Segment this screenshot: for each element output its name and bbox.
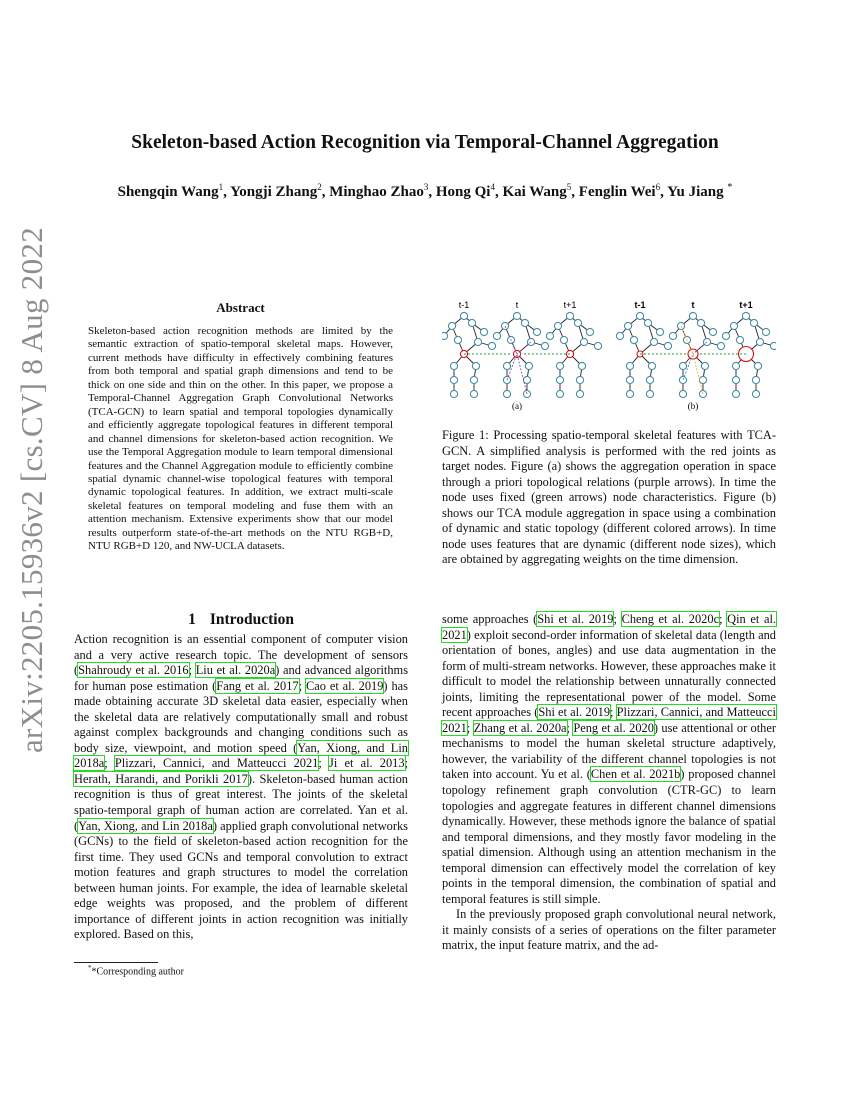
- skeleton-joint: [541, 342, 548, 349]
- subfigure-label: (b): [687, 401, 699, 411]
- skeleton-joint: [646, 390, 653, 397]
- skeleton-joint: [474, 338, 481, 345]
- frame-label: t: [515, 300, 519, 310]
- text-run: ;: [188, 663, 196, 678]
- text-run: ;: [613, 612, 622, 626]
- text-run: ;: [566, 720, 574, 735]
- skeleton-joint: [580, 338, 587, 345]
- skeleton-joint: [525, 362, 532, 369]
- citation-link[interactable]: Yan, Xiong, and Lin 2018a: [74, 740, 408, 771]
- citation-link[interactable]: Cao et al. 2019: [305, 678, 384, 693]
- skeleton-joint: [472, 362, 479, 369]
- arxiv-sidebar-id: [2, 226, 62, 754]
- frame-label: t: [691, 300, 695, 310]
- skeleton-joint: [578, 362, 585, 369]
- footnote-mark: *: [88, 964, 92, 972]
- author-name: Yongji Zhang: [230, 184, 318, 200]
- skeleton-joint: [646, 376, 653, 383]
- skeleton-joint: [616, 332, 623, 339]
- intro-paragraph-2: [442, 612, 776, 907]
- skeleton-joint: [556, 376, 563, 383]
- author-name: Shengqin Wang: [117, 184, 219, 200]
- skeleton-joint: [493, 332, 500, 339]
- spatial-arrow: [693, 354, 703, 394]
- skeleton-joint: [626, 362, 633, 369]
- text-run: ) has made obtaining accurate 3D skeletal data easier, especially when the skeletal data are relatively computationally small and robust against complex backgrounds and changing conditions such as body size, viewpoint, and motion speed (: [74, 678, 408, 755]
- skeleton-joint: [644, 319, 651, 326]
- author-affiliation-mark: *: [727, 182, 733, 193]
- author-affiliation-mark: 6: [655, 182, 661, 192]
- author-affiliation-mark: 4: [490, 182, 495, 192]
- citation-link[interactable]: Fang et al. 2017: [216, 678, 299, 693]
- skeleton-joint: [754, 362, 761, 369]
- skeleton-joint: [448, 322, 455, 329]
- text-run: ) proposed channel topology refinement graph convolution (CTR-GC) to learn topologies and aggregate features in different channel dimensions dynamically. However, these methods ignore the balance of spatial and temporal dimensions, and they mostly favor modeling in the spatial dimension. Although using an attention mechanism in the temporal dimension can effectively model the correlation of key points in the temporal dimension, the combination of spatial and temporal features is still simple.: [442, 767, 776, 906]
- intro-left-column: [74, 632, 408, 943]
- skeleton-joint: [533, 328, 540, 335]
- skeleton-joint: [454, 336, 461, 343]
- citation-link[interactable]: Ji et al. 2013: [329, 756, 405, 771]
- abstract-text: Skeleton-based action recognition methods are limited by the semantic extraction of spatio-temporal skeletal maps. However, current methods have difficulty in effectively combining features from both temporal and spatial graph dimensions and tend to be thick on one side and thin on the other. In this paper, we propose a Temporal-Channel Aggregation Graph Convolutional Networks (TCA-GCN) to learn spatial and temporal topologies dynamically and efficiently aggregate topological features in different temporal and channel dimensions for skeleton-based action recognition. We use the Temporal Aggregation module to learn temporal dimensional features and the Channel Aggregation module to efficiently combine spatial dynamic channel-wise topological features with temporal dynamic topological features. In addition, we extract multi-scale skeletal features on temporal modeling and fuse them with an attention mechanism. Extensive experiments show that our model results outperform state-of-the-art methods on the NTU RGB+D, NTU RGB+D 120, and NW-UCLA datasets.: [88, 325, 393, 553]
- skeleton-joint: [554, 322, 561, 329]
- skeleton-joint: [488, 342, 495, 349]
- skeleton-joint: [576, 376, 583, 383]
- skeleton-joint: [470, 376, 477, 383]
- skeleton-joint: [689, 312, 696, 319]
- paper-title: Skeleton-based Action Recognition via Temporal-Channel Aggregation: [131, 132, 719, 153]
- skeleton-joint: [664, 342, 671, 349]
- text-run: ;: [104, 756, 115, 771]
- citation-link[interactable]: Chen et al. 2021b: [590, 767, 681, 782]
- skeleton-joint: [770, 342, 776, 349]
- intro-paragraph-1: [74, 632, 408, 943]
- text-run: ;: [466, 720, 474, 735]
- frame-label: t+1: [739, 300, 753, 310]
- skeleton-joint: [742, 312, 749, 319]
- text-run: ;: [610, 705, 617, 720]
- skeleton-joint: [762, 328, 769, 335]
- skeleton-joint: [442, 332, 448, 339]
- citation-link[interactable]: Shi et al. 2019: [538, 705, 611, 720]
- skeleton-joint: [730, 322, 737, 329]
- skeleton-joint: [513, 312, 520, 319]
- skeleton-joint: [648, 362, 655, 369]
- citation-link[interactable]: Peng et al. 2020: [573, 720, 654, 735]
- skeleton-joint: [656, 328, 663, 335]
- skeleton-joint: [566, 312, 573, 319]
- skeleton-joint: [750, 319, 757, 326]
- skeleton-joint: [576, 390, 583, 397]
- citation-link[interactable]: Liu et al. 2020a: [195, 663, 276, 678]
- author-affiliation-mark: 2: [317, 182, 322, 192]
- text-run: some approaches (: [442, 612, 538, 626]
- skeleton-joint: [732, 362, 739, 369]
- spatial-arrow: [681, 326, 693, 354]
- skeleton-joint: [752, 376, 759, 383]
- author-name: Fenglin Wei: [578, 184, 656, 200]
- citation-link[interactable]: Cheng et al. 2020c: [621, 612, 720, 626]
- subfigure-label: (a): [512, 401, 522, 411]
- skeleton-joint: [650, 338, 657, 345]
- skeleton-joint: [560, 336, 567, 343]
- skeleton-joint: [630, 336, 637, 343]
- text-run: ) exploit second-order information of skeletal data (length and orientation of bones, angles) and use data augmentation in the form of multi-stream networks. However, these approaches make it difficult to model the relationship between unnaturally connected joints, limiting the representational power of the model. Some recent approaches (: [442, 627, 776, 720]
- skeleton-joint: [636, 312, 643, 319]
- footnote-text: *Corresponding author: [91, 966, 184, 978]
- citation-link[interactable]: Shahroudy et al. 2016: [78, 663, 189, 678]
- intro-right-column: [442, 612, 776, 954]
- intro-paragraph-3: In the previously proposed graph convolutional neural network, it mainly consists of a series of operations on the filter parameter matrix, the input feature matrix, and the ad-: [442, 907, 776, 953]
- skeleton-graph-figure: [442, 296, 776, 416]
- text-run: ;: [298, 678, 306, 693]
- text-run: ;: [318, 756, 330, 771]
- skeleton-joint: [503, 362, 510, 369]
- skeleton-joint: [460, 312, 467, 319]
- skeleton-joint: [717, 342, 724, 349]
- arxiv-id-text: arXiv:2205.15936v2 [cs.CV] 8 Aug 2022: [14, 226, 49, 754]
- figure-1: [442, 296, 776, 416]
- spatial-arrow: [505, 326, 517, 354]
- skeleton-joint: [470, 390, 477, 397]
- text-run: ;: [404, 756, 409, 771]
- skeleton-joint: [732, 390, 739, 397]
- skeleton-joint: [669, 332, 676, 339]
- section-heading-introduction: [74, 611, 408, 629]
- skeleton-joint: [521, 319, 528, 326]
- citation-link[interactable]: Zhang et al. 2020a: [473, 720, 567, 735]
- text-run: Action recognition is an essential component of computer vision and a very active research topic. The development of sensors (: [74, 632, 408, 678]
- citation-link[interactable]: Qin et al. 2021: [442, 612, 776, 642]
- skeleton-joint: [732, 376, 739, 383]
- skeleton-joint: [594, 342, 601, 349]
- skeleton-joint: [503, 390, 510, 397]
- author-name: Minghao Zhao: [329, 184, 424, 200]
- author-affiliation-mark: 5: [566, 182, 572, 192]
- skeleton-joint: [709, 328, 716, 335]
- citation-link[interactable]: Shi et al. 2019: [537, 612, 614, 626]
- skeleton-joint: [480, 328, 487, 335]
- skeleton-joint: [756, 338, 763, 345]
- skeleton-joint: [679, 362, 686, 369]
- skeleton-joint: [450, 390, 457, 397]
- citation-link[interactable]: Herath, Harandi, and Porikli 2017: [74, 771, 248, 786]
- skeleton-joint: [556, 362, 563, 369]
- author-list: Shengqin Wang$^1$, Yongji Zhang$^2$, Minghao Zhao$^3$, Hong Qi$^4$, Kai Wang$^5$, Fenglin Wei$^6$, Yu Jiang *: [117, 182, 733, 200]
- author-affiliation-mark: 3: [423, 182, 429, 192]
- skeleton-joint: [556, 390, 563, 397]
- skeleton-joint: [701, 362, 708, 369]
- skeleton-joint: [679, 390, 686, 397]
- skeleton-joint: [697, 319, 704, 326]
- text-run: ). Skeleton-based human action recognition is thus of great interest. The joints of the skeletal spatio-temporal graph of human action are correlated. Yan et al. (: [74, 771, 408, 833]
- citation-link[interactable]: Plizzari, Cannici, and Matteucci 2021: [442, 705, 777, 735]
- skeleton-joint: [752, 390, 759, 397]
- spatial-arrow: [517, 354, 527, 394]
- citation-link[interactable]: Plizzari, Cannici, and Matteucci 2021: [114, 756, 319, 771]
- figure-caption: Figure 1: Processing spatio-temporal skeletal features with TCA-GCN. A simplified analysis is performed with the red joints as target nodes. Figure (a) shows the aggregation operation in space through a priori topological relations (purple arrows). In time the node uses fixed (green arrows) node characteristics. Figure (b) shows our TCA module aggregation in space using a combination of dynamic and static topology (different colored arrows). In time node uses features that are dynamic (different node sizes), which are obtained by aggregating weights on the time dimension.: [442, 428, 776, 566]
- skeleton-joint: [722, 332, 729, 339]
- frame-label: t-1: [458, 300, 470, 310]
- skeleton-joint: [586, 328, 593, 335]
- skeleton-joint: [546, 332, 553, 339]
- citation-link[interactable]: Yan, Xiong, and Lin 2018a: [78, 818, 213, 833]
- skeleton-joint: [574, 319, 581, 326]
- text-run: ) applied graph convolutional networks (GCNs) to the field of skeleton-based action recognition for the first time. They used GCNs and temporal convolution to extract motion features and graph structures to model the correlation between human joints. For example, the idea of learnable skeletal edge weights was proposed, and the problem of different importance of different joints in action recognition was initially explored. Based on this,: [74, 818, 408, 942]
- text-run: ;: [719, 612, 728, 626]
- abstract-heading: Abstract: [216, 300, 265, 315]
- text-run: ) and advanced algorithms for human pose estimation (: [74, 663, 409, 693]
- skeleton-joint: [468, 319, 475, 326]
- frame-label: t-1: [634, 300, 646, 310]
- section-title: Introduction: [209, 611, 294, 628]
- author-name: Yu Jiang: [667, 184, 724, 200]
- skeleton-joint: [736, 336, 743, 343]
- skeleton-joint: [450, 362, 457, 369]
- author-affiliation-mark: 1: [218, 182, 224, 192]
- footnote-divider: [74, 962, 158, 963]
- skeleton-joint: [624, 322, 631, 329]
- author-name: Kai Wang: [502, 184, 567, 200]
- skeleton-joint: [626, 390, 633, 397]
- footnote: [88, 964, 184, 977]
- author-name: Hong Qi: [435, 184, 491, 200]
- text-run: ) use attentional or other mechanisms to model the human skeletal structure adaptively, however, the variability of the different channel topologies is not taken into account. Yu et al. (: [442, 720, 776, 782]
- skeleton-joint: [450, 376, 457, 383]
- section-number: 1: [188, 611, 196, 628]
- frame-label: t+1: [563, 300, 577, 310]
- skeleton-joint: [626, 376, 633, 383]
